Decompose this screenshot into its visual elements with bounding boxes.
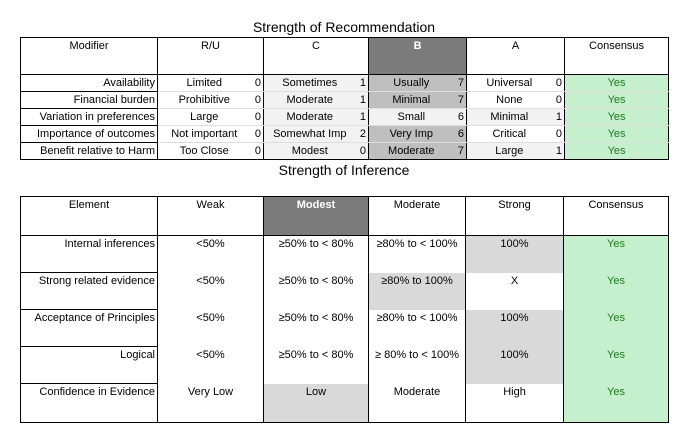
c-count: 1 xyxy=(356,92,369,109)
header-weak: Weak xyxy=(158,197,264,236)
row-label: Confidence in Evidence xyxy=(21,384,158,423)
row-label: Financial burden xyxy=(21,92,158,109)
consensus-cell: Yes xyxy=(565,92,669,109)
moderate-cell: ≥ 80% to < 100% xyxy=(369,347,466,384)
c-count: 0 xyxy=(356,143,369,160)
ru-cell: Not important xyxy=(158,126,251,143)
header-b: B xyxy=(369,38,467,75)
strong-cell: 100% xyxy=(466,347,564,384)
ru-count: 0 xyxy=(251,126,264,143)
a-count: 0 xyxy=(552,92,565,109)
header-element: Element xyxy=(21,197,158,236)
header-a: A xyxy=(467,38,565,75)
moderate-cell: ≥80% to < 100% xyxy=(369,310,466,347)
ru-count: 0 xyxy=(251,92,264,109)
header-strong: Strong xyxy=(466,197,564,236)
weak-cell: <50% xyxy=(158,347,264,384)
recommendation-title: Strength of Recommendation xyxy=(252,19,436,35)
ru-count: 0 xyxy=(251,109,264,126)
consensus-cell: Yes xyxy=(565,126,669,143)
a-count: 0 xyxy=(552,75,565,92)
weak-cell: <50% xyxy=(158,236,264,273)
row-label: Strong related evidence xyxy=(21,273,158,310)
row-label: Availability xyxy=(21,75,158,92)
b-count: 6 xyxy=(454,126,467,143)
inference-table xyxy=(20,196,669,423)
header-moderate: Moderate xyxy=(369,197,466,236)
b-count: 7 xyxy=(454,75,467,92)
a-count: 1 xyxy=(552,109,565,126)
inference-header-row xyxy=(21,197,669,236)
c-cell: Sometimes xyxy=(264,75,356,92)
c-count: 2 xyxy=(356,126,369,143)
table-row xyxy=(21,143,669,160)
strong-cell: 100% xyxy=(466,310,564,347)
row-label: Variation in preferences xyxy=(21,109,158,126)
b-count: 7 xyxy=(454,143,467,160)
ru-cell: Large xyxy=(158,109,251,126)
b-cell: Moderate xyxy=(369,143,454,160)
strong-cell: 100% xyxy=(466,236,564,273)
table-row xyxy=(21,75,669,92)
table-row xyxy=(21,310,669,347)
consensus-cell: Yes xyxy=(565,143,669,160)
consensus-cell: Yes xyxy=(565,109,669,126)
modest-cell: ≥50% to < 80% xyxy=(264,310,369,347)
consensus-cell: Yes xyxy=(564,236,669,273)
a-cell: Critical xyxy=(467,126,552,143)
c-cell: Moderate xyxy=(264,109,356,126)
consensus-cell: Yes xyxy=(565,75,669,92)
row-label: Benefit relative to Harm xyxy=(21,143,158,160)
modest-cell: ≥50% to < 80% xyxy=(264,273,369,310)
row-label: Importance of outcomes xyxy=(21,126,158,143)
a-cell: None xyxy=(467,92,552,109)
ru-count: 0 xyxy=(251,143,264,160)
row-label: Logical xyxy=(21,347,158,384)
table-row xyxy=(21,109,669,126)
a-cell: Minimal xyxy=(467,109,552,126)
a-cell: Universal xyxy=(467,75,552,92)
modest-cell: ≥50% to < 80% xyxy=(264,347,369,384)
a-cell: Large xyxy=(467,143,552,160)
b-cell: Minimal xyxy=(369,92,454,109)
modest-cell: Low xyxy=(264,384,369,423)
weak-cell: Very Low xyxy=(158,384,264,423)
header-consensus: Consensus xyxy=(565,38,669,75)
ru-count: 0 xyxy=(251,75,264,92)
moderate-cell: ≥80% to < 100% xyxy=(369,236,466,273)
inference-title: Strength of Inference xyxy=(278,162,410,178)
moderate-cell: Moderate xyxy=(369,384,466,423)
weak-cell: <50% xyxy=(158,273,264,310)
c-cell: Moderate xyxy=(264,92,356,109)
modest-cell: ≥50% to < 80% xyxy=(264,236,369,273)
strong-cell: High xyxy=(466,384,564,423)
ru-cell: Too Close xyxy=(158,143,251,160)
consensus-cell: Yes xyxy=(564,310,669,347)
weak-cell: <50% xyxy=(158,310,264,347)
a-count: 0 xyxy=(552,126,565,143)
b-cell: Usually xyxy=(369,75,454,92)
c-count: 1 xyxy=(356,109,369,126)
table-row xyxy=(21,126,669,143)
header-modest: Modest xyxy=(264,197,369,236)
consensus-cell: Yes xyxy=(564,347,669,384)
strong-cell: X xyxy=(466,273,564,310)
table-row xyxy=(21,273,669,310)
b-count: 7 xyxy=(454,92,467,109)
c-cell: Somewhat Imp xyxy=(264,126,356,143)
header-ru: R/U xyxy=(158,38,264,75)
c-count: 1 xyxy=(356,75,369,92)
table-row xyxy=(21,347,669,384)
a-count: 1 xyxy=(552,143,565,160)
recommendation-table xyxy=(20,37,669,160)
row-label: Internal inferences xyxy=(21,236,158,273)
consensus-cell: Yes xyxy=(564,273,669,310)
table-row xyxy=(21,384,669,423)
ru-cell: Prohibitive xyxy=(158,92,251,109)
ru-cell: Limited xyxy=(158,75,251,92)
b-cell: Small xyxy=(369,109,454,126)
b-count: 6 xyxy=(454,109,467,126)
table-row xyxy=(21,92,669,109)
header-modifier: Modifier xyxy=(21,38,158,75)
header-c: C xyxy=(264,38,369,75)
row-label: Acceptance of Principles xyxy=(21,310,158,347)
table-row xyxy=(21,236,669,273)
c-cell: Modest xyxy=(264,143,356,160)
b-cell: Very Imp xyxy=(369,126,454,143)
moderate-cell: ≥80% to 100% xyxy=(369,273,466,310)
consensus-cell: Yes xyxy=(564,384,669,423)
recommendation-header-row xyxy=(21,38,669,75)
header-consensus: Consensus xyxy=(564,197,669,236)
